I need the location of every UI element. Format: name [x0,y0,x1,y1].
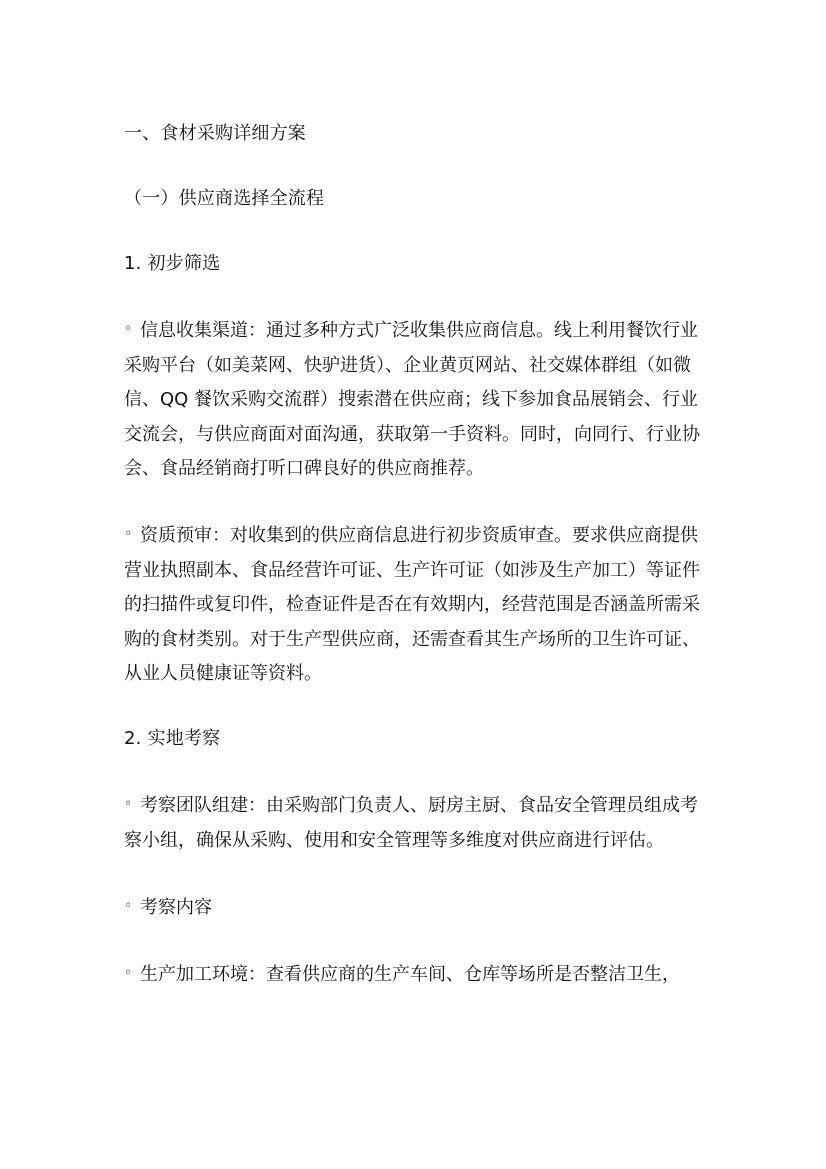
subsection-heading: （一）供应商选择全流程 [124,188,325,209]
paragraph-inspection-team [124,787,704,858]
step-heading-2: 2. 实地考察 [124,728,221,749]
paragraph-text: 信息收集渠道：通过多种方式广泛收集供应商信息。线上利用餐饮行业采购平台（如美菜网、快驴进货）、企业黄页网站、社交媒体群组（如微信、QQ 餐饮采购交流群）搜索潜在供应商；线下参加食品展销会、行业交流会，与供应商面对面沟通，获取第一手资料。同时，向同行、行业协会、食品经销商打听口碑良好的供应商推荐。 [124,320,700,479]
section-heading: 一、食材采购详细方案 [124,123,306,144]
paragraph-text: 考察团队组建：由采购部门负责人、厨房主厨、食品安全管理员组成考察小组，确保从采购、使用和安全管理等多维度对供应商进行评估。 [124,795,698,851]
paragraph-inspection-content [124,889,704,926]
bullet-icon: ◦ [124,796,133,812]
paragraph-text: 资质预审：对收集到的供应商信息进行初步资质审查。要求供应商提供营业执照副本、食品经营许可证、生产许可证（如涉及生产加工）等证件的扫描件或复印件，检查证件是否在有效期内，经营范围是否涵盖所需采购的食材类别。对于生产型供应商，还需查看其生产场所的卫生许可证、从业人员健康证等资料。 [124,525,700,684]
paragraph-production-environment [124,956,704,993]
step-heading-1: 1. 初步筛选 [124,253,221,274]
bullet-icon: ◦ [124,321,133,337]
bullet-icon: ◦ [124,526,133,542]
bullet-icon: ◦ [124,964,133,981]
bullet-icon: ◦ [124,897,133,914]
paragraph-text: 生产加工环境：查看供应商的生产车间、仓库等场所是否整洁卫生， [140,963,680,985]
document-body [124,117,704,1023]
paragraph-text: 考察内容 [140,896,212,918]
paragraph-info-collection [124,312,704,487]
paragraph-qualification-review [124,517,704,692]
